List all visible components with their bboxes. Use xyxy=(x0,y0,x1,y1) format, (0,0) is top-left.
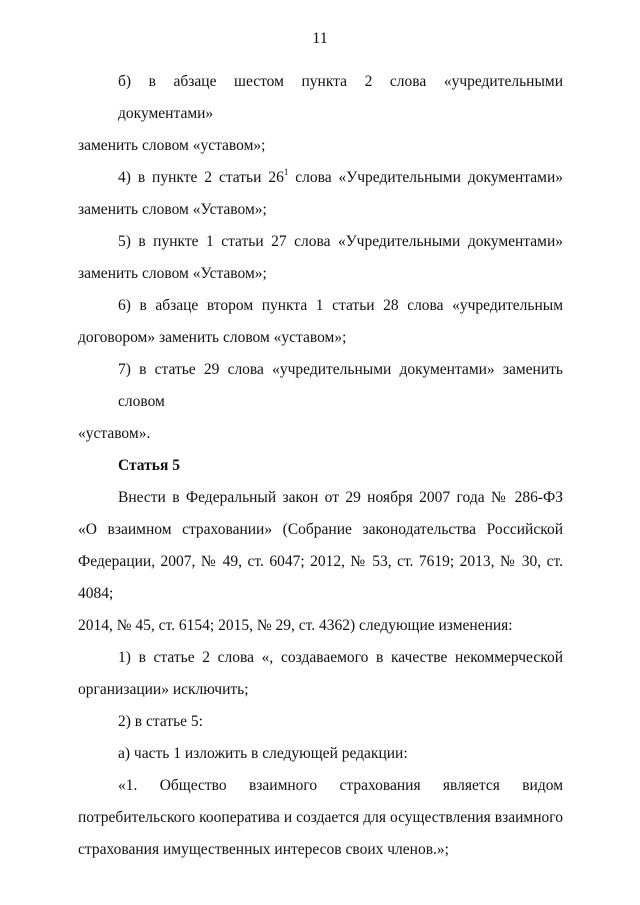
paragraph-line: договором» заменить словом «уставом»; xyxy=(78,329,347,346)
paragraph-line: организации» исключить; xyxy=(78,681,249,698)
page-number: 11 xyxy=(312,30,328,47)
paragraph-4 xyxy=(78,162,563,226)
paragraph-2 xyxy=(78,706,563,738)
paragraph-line: заменить словом «Уставом»; xyxy=(78,201,267,218)
article-heading: Статья 5 xyxy=(118,457,180,474)
paragraph-line: «О взаимном страховании» (Собрание законодательства Российской xyxy=(78,521,563,538)
paragraph-intro xyxy=(78,482,563,642)
paragraph-line: 5) в пункте 1 статьи 27 слова «Учредительными документами» xyxy=(118,233,563,250)
paragraph-line: 7) в статье 29 слова «учредительными документами» заменить словом xyxy=(118,361,563,410)
paragraph-line: 1) в статье 2 слова «, создаваемого в качестве некоммерческой xyxy=(118,649,563,666)
paragraph-a xyxy=(78,738,563,770)
paragraph-5 xyxy=(78,226,563,290)
paragraph-line: «1. Общество взаимного страхования является видом xyxy=(118,777,563,794)
paragraph-line: заменить словом «Уставом»; xyxy=(78,265,267,282)
paragraph-line: 6) в абзаце втором пункта 1 статьи 28 слова «учредительным xyxy=(118,297,563,314)
paragraph-1 xyxy=(78,642,563,706)
superscript: 1 xyxy=(283,167,289,177)
paragraph-line: Федерации, 2007, № 49, ст. 6047; 2012, № 53, ст. 7619; 2013, № 30, ст. 4084; xyxy=(78,553,563,602)
paragraph-text: слова «Учредительными документами» xyxy=(288,169,563,186)
paragraph-line: заменить словом «уставом»; xyxy=(78,137,266,154)
paragraph-line: а) часть 1 изложить в следующей редакции: xyxy=(118,745,408,762)
paragraph-line: б) в абзаце шестом пункта 2 слова «учредительными документами» xyxy=(118,73,563,122)
document-body xyxy=(78,66,563,866)
paragraph-line: потребительского кооператива и создается для осуществления взаимного xyxy=(78,809,563,826)
paragraph-line: страхования имущественных интересов своих членов.»; xyxy=(78,841,449,858)
paragraph-line: 2014, № 45, ст. 6154; 2015, № 29, ст. 4362) следующие изменения: xyxy=(78,617,513,634)
paragraph-line: 2) в статье 5: xyxy=(118,713,203,730)
paragraph-7 xyxy=(78,354,563,450)
paragraph-b xyxy=(78,66,563,162)
paragraph-quote xyxy=(78,770,563,866)
paragraph-line: «уставом». xyxy=(78,425,151,442)
paragraph-text: 4) в пункте 2 статьи 26 xyxy=(118,169,284,186)
paragraph-line: Внести в Федеральный закон от 29 ноября 2007 года № 286-ФЗ xyxy=(118,489,563,506)
paragraph-6 xyxy=(78,290,563,354)
paragraph-line xyxy=(78,162,563,194)
